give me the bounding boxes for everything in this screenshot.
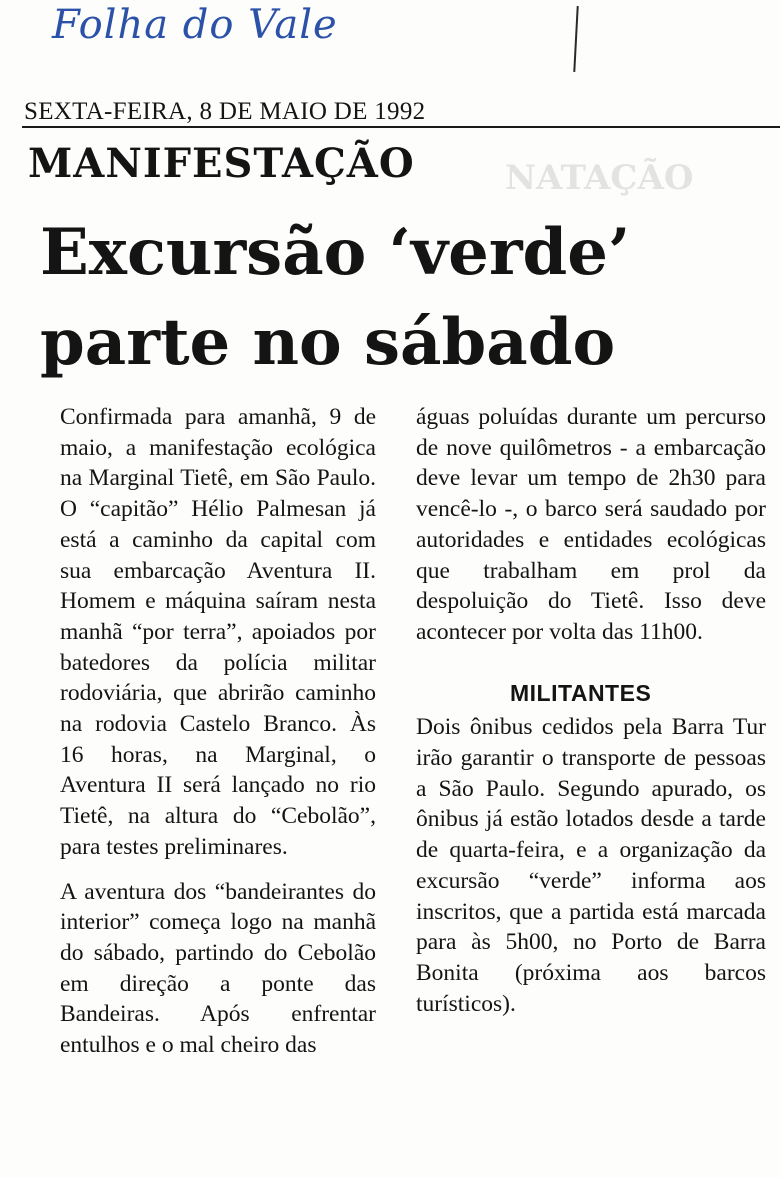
bleed-through-text: NATAÇÃO bbox=[505, 158, 694, 198]
subheading: MILITANTES bbox=[510, 679, 652, 706]
handwritten-source-note: Folha do Vale bbox=[52, 2, 338, 48]
article-paragraph: águas poluídas durante um percurso de nove quilômetros - a embarcação deve levar um tempo de 2h30 para vencê-lo -, o barco será saudado por autoridades e entidades ecológicas que trabalham em prol da despoluição do Tietê. Isso deve acontecer por volta das 11h00. bbox=[416, 404, 766, 645]
article-column-left bbox=[60, 402, 376, 1061]
dateline: SEXTA-FEIRA, 8 DE MAIO DE 1992 bbox=[24, 98, 426, 125]
pen-mark bbox=[573, 6, 578, 72]
article-paragraph: A aventura dos “bandeirantes do interior” começa logo na manhã do sábado, partindo do Cebolão em direção a ponte das Bandeiras. Após enfrentar entulhos e o mal cheiro das bbox=[60, 878, 376, 1059]
headline-line-1: Excursão ‘verde’ bbox=[40, 215, 631, 290]
article-paragraph: Dois ônibus cedidos pela Barra Tur irão garantir o transporte de pessoas a São Paulo. Segundo apurado, os ônibus já estão lotados desde a tarde de quarta-feira, e a organização da excursão “verde” informa aos inscritos, que a partida está marcada para às 5h00, no Porto de Barra Bonita (próxima aos barcos turísticos). bbox=[416, 714, 766, 1017]
article-column-right bbox=[416, 402, 766, 1019]
section-kicker: MANIFESTAÇÃO bbox=[28, 140, 415, 187]
headline-line-2: parte no sábado bbox=[40, 305, 616, 380]
headline bbox=[40, 208, 770, 388]
article-paragraph: Confirmada para amanhã, 9 de maio, a manifestação ecológica na Marginal Tietê, em São Paulo. O “capitão” Hélio Palmesan já está a caminho da capital com sua embarcação Aventura II. Homem e máquina saíram nesta manhã “por terra”, apoiados por batedores da polícia militar rodoviária, que abrirão caminho na rodovia Castelo Branco. Às 16 horas, na Marginal, o Aventura II será lançado no rio Tietê, na altura do “Cebolão”, para testes preliminares. bbox=[60, 404, 376, 860]
dateline-rule bbox=[22, 126, 780, 128]
